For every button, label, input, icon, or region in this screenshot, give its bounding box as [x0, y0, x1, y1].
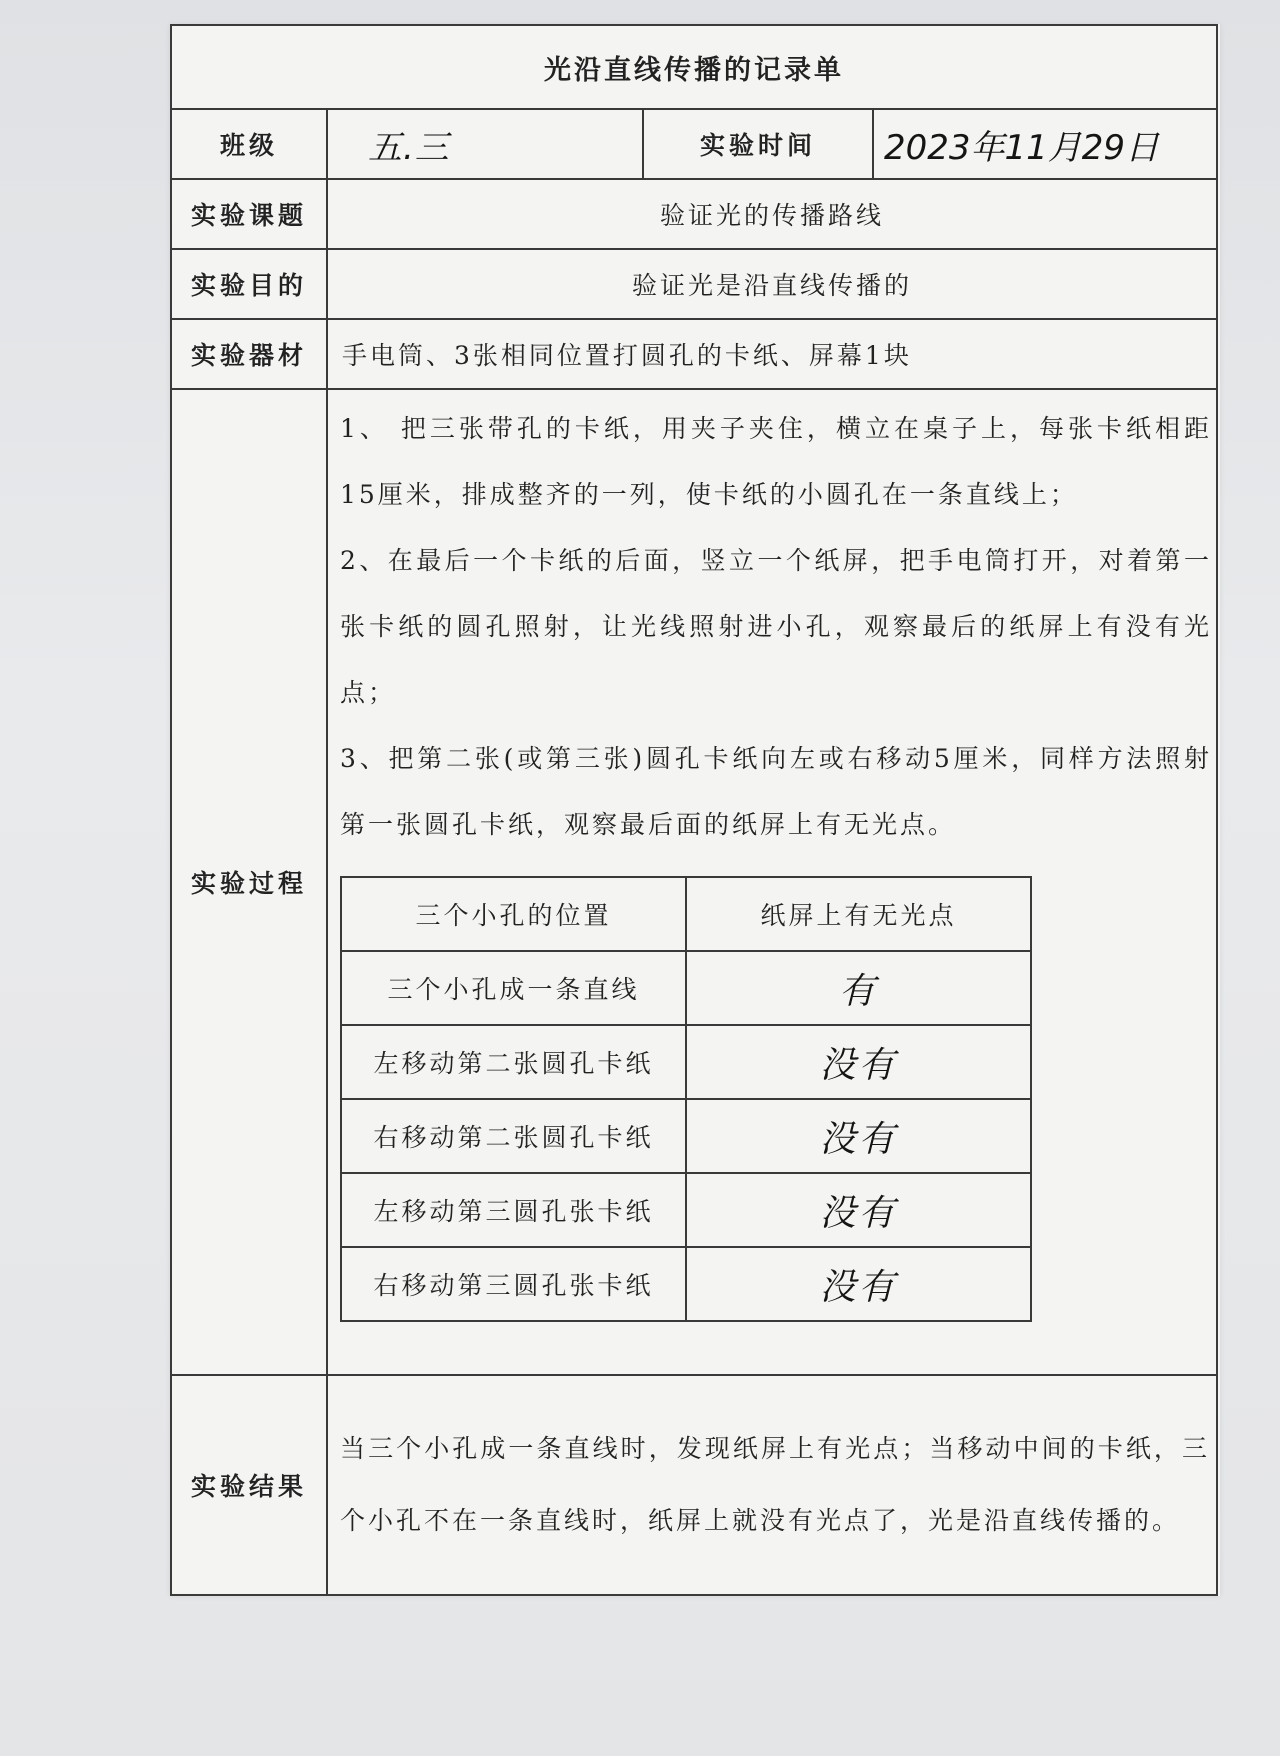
materials-value: 手电筒、3张相同位置打圆孔的卡纸、屏幕1块	[327, 319, 1217, 389]
obs-result: 没有	[686, 1173, 1031, 1247]
obs-result: 有	[686, 951, 1031, 1025]
topic-value: 验证光的传播路线	[327, 179, 1217, 249]
form-title: 光沿直线传播的记录单	[171, 25, 1217, 109]
obs-result: 没有	[686, 1025, 1031, 1099]
obs-position: 右移动第二张圆孔卡纸	[341, 1099, 686, 1173]
class-value: 五.三	[327, 109, 643, 179]
purpose-value: 验证光是沿直线传播的	[327, 249, 1217, 319]
process-step-3: 3、把第二张(或第三张)圆孔卡纸向左或右移动5厘米，同样方法照射第一张圆孔卡纸，观察最后面的纸屏上有无光点。	[340, 744, 1212, 839]
time-value: 2023年11月29日	[873, 109, 1217, 179]
materials-label: 实验器材	[171, 319, 327, 389]
topic-label: 实验课题	[171, 179, 327, 249]
table-row	[341, 1173, 1031, 1247]
process-step-2: 2、在最后一个卡纸的后面，竖立一个纸屏，把手电筒打开，对着第一张卡纸的圆孔照射，让光线照射进小孔，观察最后的纸屏上有没有光点；	[340, 546, 1212, 707]
obs-position: 左移动第三圆孔张卡纸	[341, 1173, 686, 1247]
time-label: 实验时间	[643, 109, 873, 179]
table-row	[341, 1247, 1031, 1321]
process-label: 实验过程	[171, 389, 327, 1375]
class-label: 班级	[171, 109, 327, 179]
table-row	[341, 951, 1031, 1025]
process-step-1: 1、 把三张带孔的卡纸，用夹子夹住，横立在桌子上，每张卡纸相距15厘米，排成整齐的一列，使卡纸的小圆孔在一条直线上；	[340, 414, 1212, 509]
obs-header-result: 纸屏上有无光点	[686, 877, 1031, 951]
obs-position: 三个小孔成一条直线	[341, 951, 686, 1025]
process-content	[327, 389, 1217, 1375]
table-row	[341, 1099, 1031, 1173]
result-label: 实验结果	[171, 1375, 327, 1595]
record-form-table	[170, 24, 1218, 1596]
result-value: 当三个小孔成一条直线时，发现纸屏上有光点；当移动中间的卡纸，三个小孔不在一条直线时，纸屏上就没有光点了，光是沿直线传播的。	[327, 1375, 1217, 1595]
record-sheet	[170, 24, 1220, 1596]
obs-position: 左移动第二张圆孔卡纸	[341, 1025, 686, 1099]
table-row	[341, 1025, 1031, 1099]
obs-result: 没有	[686, 1099, 1031, 1173]
obs-result: 没有	[686, 1247, 1031, 1321]
observation-table	[340, 876, 1032, 1322]
obs-header-position: 三个小孔的位置	[341, 877, 686, 951]
purpose-label: 实验目的	[171, 249, 327, 319]
obs-position: 右移动第三圆孔张卡纸	[341, 1247, 686, 1321]
